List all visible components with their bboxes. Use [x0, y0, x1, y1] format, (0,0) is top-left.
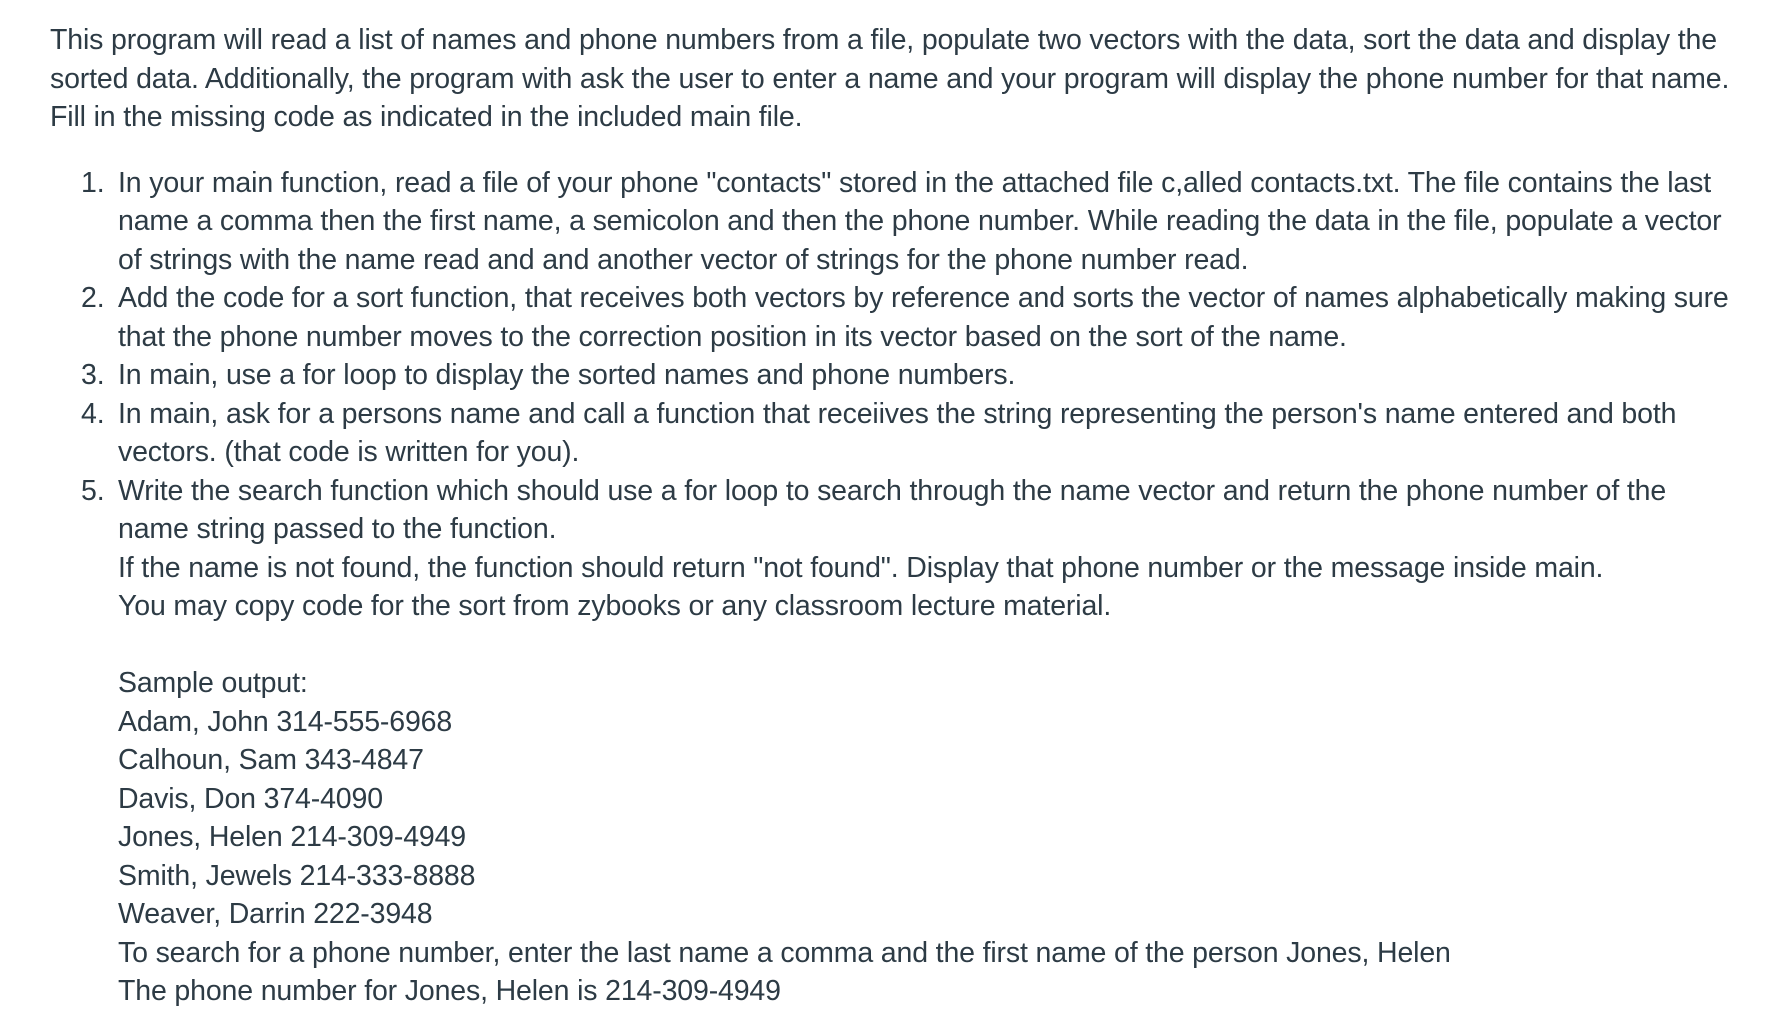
- step-line: name string passed to the function.: [118, 513, 557, 545]
- sample-output-heading: Sample output:: [118, 667, 308, 699]
- intro-line: Fill in the missing code as indicated in the included main file.: [50, 101, 803, 133]
- step-line: name a comma then the first name, a semicolon and then the phone number. While reading the data in the file, populate a vector: [118, 205, 1722, 237]
- step-line: You may copy code for the sort from zybooks or any classroom lecture material.: [118, 590, 1112, 622]
- sample-output-line: Smith, Jewels 214-333-8888: [118, 859, 476, 892]
- step-item-2: [118, 279, 1750, 356]
- steps-list: [50, 164, 1750, 1011]
- step-item-1: [118, 164, 1750, 280]
- assignment-content: [50, 21, 1750, 1011]
- sample-output-line: To search for a phone number, enter the last name a comma and the first name of the person Jones, Helen: [118, 936, 1451, 969]
- step-line: In main, use a for loop to display the sorted names and phone numbers.: [118, 359, 1016, 391]
- step-line: In main, ask for a persons name and call a function that receiives the string representing the person's name entered and both: [118, 397, 1677, 430]
- sample-output-line: The phone number for Jones, Helen is 214-309-4949: [118, 975, 781, 1007]
- step-item-4: [118, 395, 1750, 472]
- step-item-5: [118, 472, 1750, 1011]
- step-line: that the phone number moves to the correction position in its vector based on the sort of the name.: [118, 320, 1347, 353]
- sample-output-line: Adam, John 314-555-6968: [118, 705, 453, 738]
- sample-output: [118, 664, 1750, 1011]
- intro-line: sorted data. Additionally, the program with ask the user to enter a name and your program will display the phone number for that name.: [50, 62, 1730, 95]
- sample-output-line: Davis, Don 374-4090: [118, 782, 383, 815]
- step-line: Add the code for a sort function, that receives both vectors by reference and sorts the vector of names alphabetically making sure: [118, 282, 1729, 314]
- sample-output-line: Calhoun, Sam 343-4847: [118, 744, 424, 776]
- intro-paragraph: [50, 21, 1750, 137]
- sample-output-line: Weaver, Darrin 222-3948: [118, 898, 433, 930]
- intro-line: This program will read a list of names and phone numbers from a file, populate two vectors with the data, sort the data and display the: [50, 24, 1717, 56]
- step-line: In your main function, read a file of your phone "contacts" stored in the attached file c,alled contacts.txt. The file contains the last: [118, 166, 1712, 199]
- spacer: [118, 626, 1750, 665]
- step-line: Write the search function which should use a for loop to search through the name vector and return the phone number of the: [118, 474, 1667, 507]
- step-item-3: [118, 356, 1750, 395]
- sample-output-line: Jones, Helen 214-309-4949: [118, 821, 467, 853]
- step-line: of strings with the name read and and another vector of strings for the phone number read.: [118, 243, 1249, 276]
- step-line: vectors. (that code is written for you).: [118, 436, 580, 468]
- step-line: If the name is not found, the function should return "not found". Display that phone number or the message inside main.: [118, 551, 1604, 584]
